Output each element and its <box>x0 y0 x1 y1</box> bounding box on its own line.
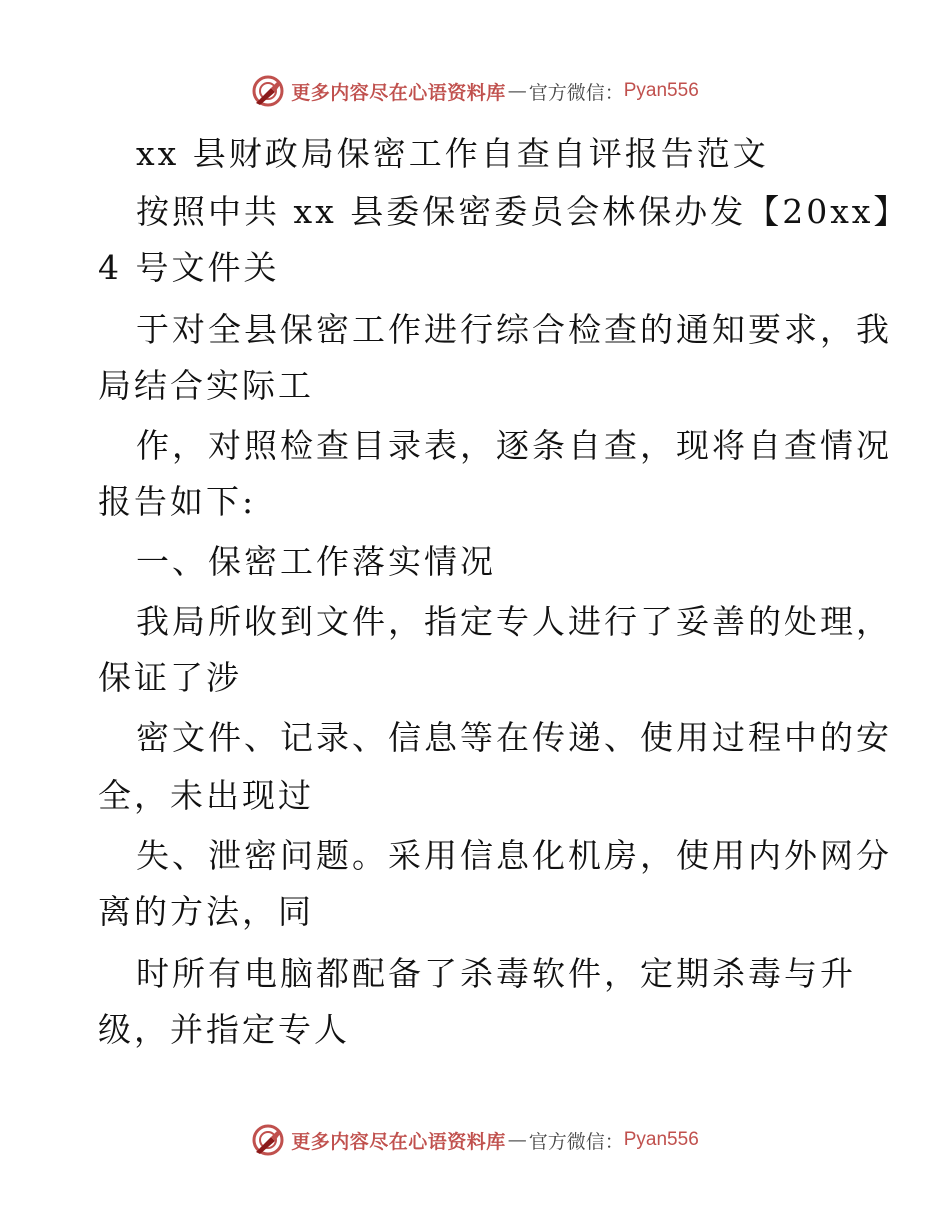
paragraph-line: 我局所收到文件，指定专人进行了妥善的处理， <box>136 602 892 641</box>
paragraph-line: 保证了涉 <box>98 658 242 697</box>
paragraph-line: 作，对照检查目录表，逐条自查，现将自查情况 <box>136 426 892 465</box>
paragraph-line: 报告如下: <box>98 482 257 521</box>
document-title: xx 县财政局保密工作自查自评报告范文 <box>136 134 769 173</box>
paragraph-line: 于对全县保密工作进行综合检查的通知要求，我 <box>136 310 892 349</box>
banner-wechat-label: 官方微信： <box>528 1130 624 1153</box>
footer-banner <box>0 1120 950 1160</box>
paragraph-line: 失、泄密问题。采用信息化机房，使用内外网分 <box>136 836 892 875</box>
paragraph-line: 全，未出现过 <box>98 776 314 815</box>
banner-wechat-id: Pyan556 <box>623 1129 699 1150</box>
paragraph-line: 局结合实际工 <box>98 366 314 405</box>
header-banner <box>0 71 950 111</box>
paragraph-line: 离的方法，同 <box>98 892 314 931</box>
paragraph-line: 按照中共 xx 县委保密委员会林保办发【20xx】 <box>136 192 910 231</box>
banner-promo-text: 更多内容尽在心语资料库 <box>291 1130 506 1153</box>
paragraph-line: 时所有电脑都配备了杀毒软件，定期杀毒与升 <box>136 954 856 993</box>
pen-logo-icon <box>251 1123 285 1157</box>
paragraph-line: 密文件、记录、信息等在传递、使用过程中的安 <box>136 718 892 757</box>
banner-promo-text: 更多内容尽在心语资料库 <box>291 81 506 104</box>
banner-separator: — <box>507 1129 527 1151</box>
paragraph-line: 级，并指定专人 <box>98 1010 350 1049</box>
section-heading: 一、保密工作落实情况 <box>136 542 496 581</box>
paragraph-line: 4 号文件关 <box>98 248 280 287</box>
banner-wechat-id: Pyan556 <box>623 80 699 101</box>
banner-wechat-label: 官方微信： <box>528 81 624 104</box>
pen-logo-icon <box>251 74 285 108</box>
banner-separator: — <box>507 80 527 102</box>
